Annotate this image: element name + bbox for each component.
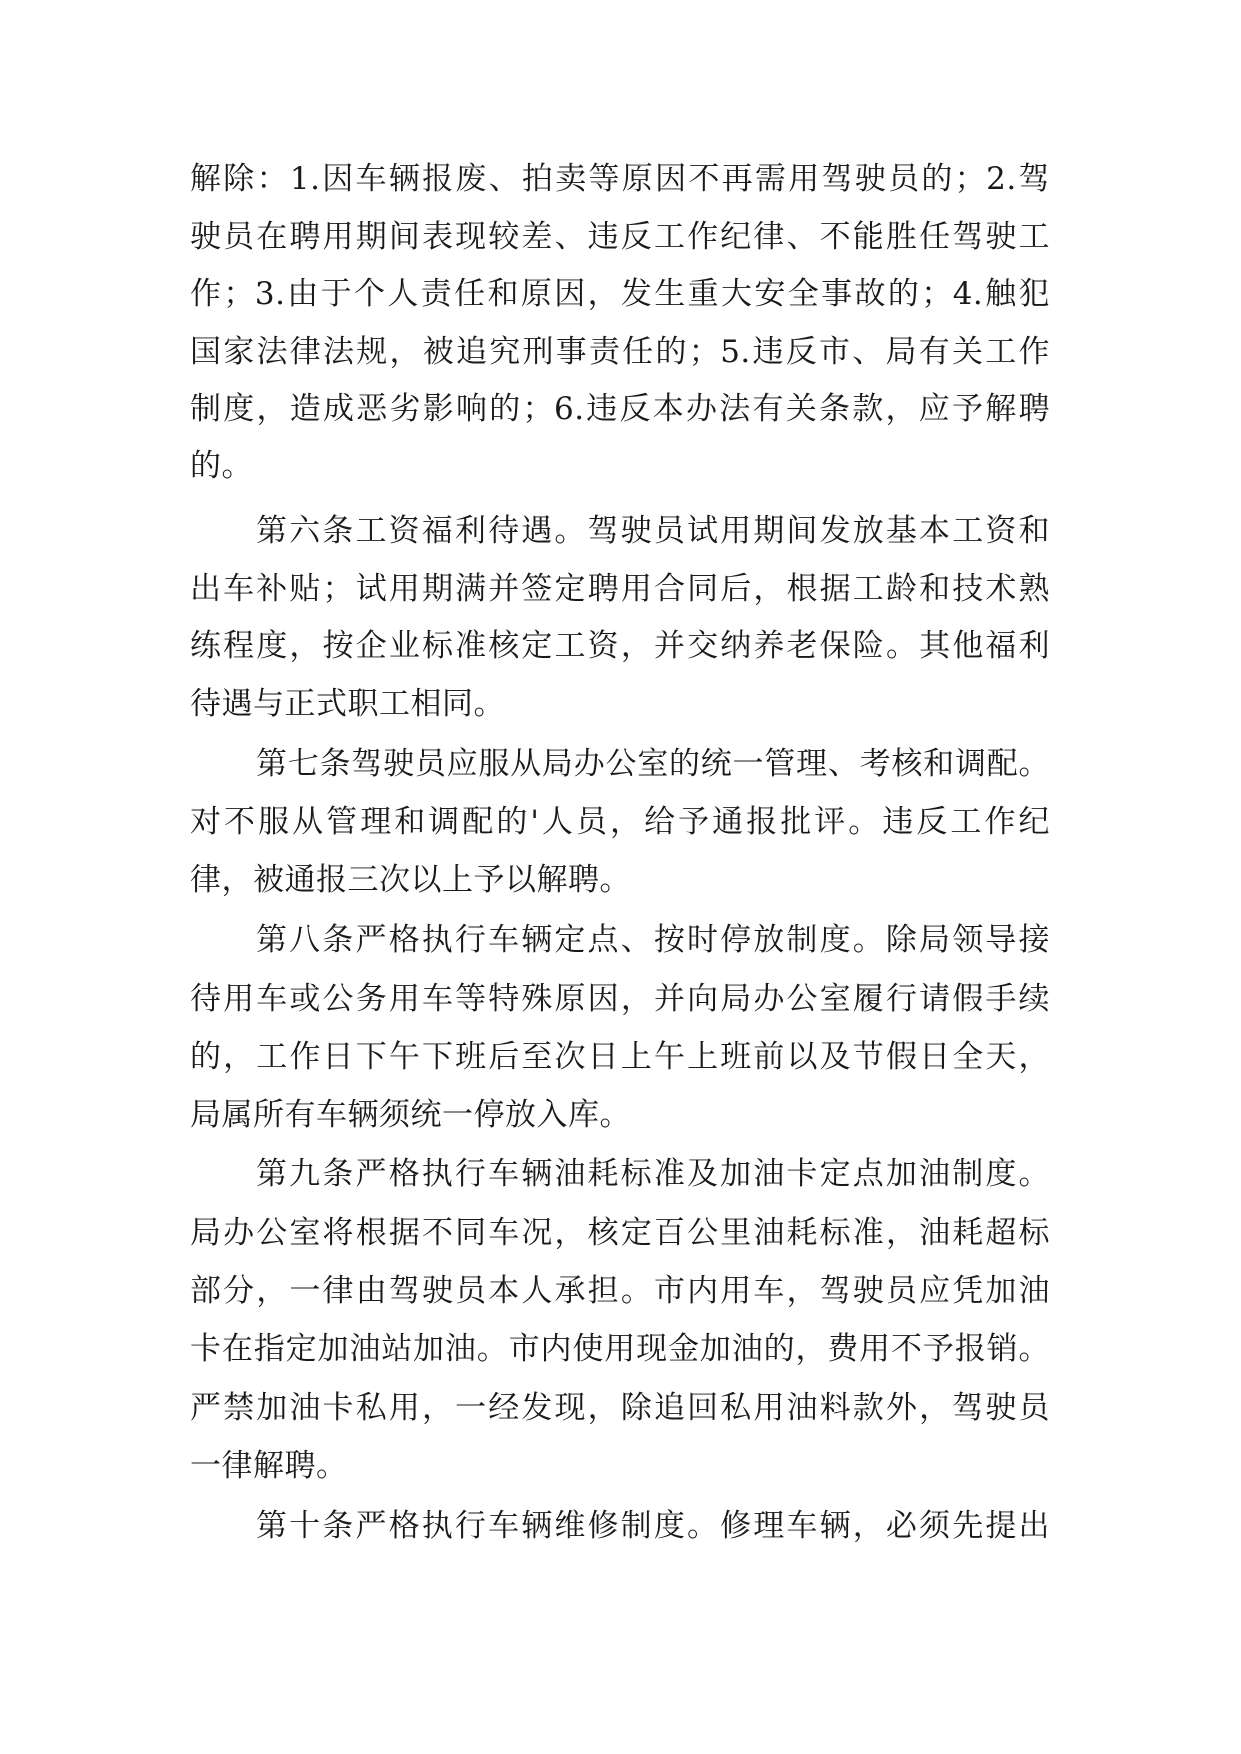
- body-text-line: 驶员在聘用期间表现较差、违反工作纪律、不能胜任驾驶工: [190, 219, 1050, 255]
- body-text-line: 出车补贴；试用期满并签定聘用合同后，根据工龄和技术熟: [190, 571, 1050, 607]
- body-text-line: 待用车或公务用车等特殊原因，并向局办公室履行请假手续: [190, 981, 1050, 1017]
- article-6-heading-line: 第六条工资福利待遇。驾驶员试用期间发放基本工资和: [256, 513, 1050, 549]
- body-text-line: 局属所有车辆须统一停放入库。: [190, 1097, 631, 1133]
- body-text-line: 解除：1.因车辆报废、拍卖等原因不再需用驾驶员的；2.驾: [190, 161, 1050, 197]
- body-text-line: 部分，一律由驾驶员本人承担。市内用车，驾驶员应凭加油: [190, 1273, 1050, 1309]
- body-text-line: 制度，造成恶劣影响的；6.违反本办法有关条款，应予解聘: [190, 391, 1050, 427]
- body-text-line: 国家法律法规，被追究刑事责任的；5.违反市、局有关工作: [190, 334, 1050, 370]
- body-text-line: 待遇与正式职工相同。: [190, 686, 505, 722]
- body-text-line: 作；3.由于个人责任和原因，发生重大安全事故的；4.触犯: [190, 276, 1050, 312]
- article-7-heading-line: 第七条驾驶员应服从局办公室的统一管理、考核和调配。: [256, 746, 1050, 782]
- article-10-heading-line: 第十条严格执行车辆维修制度。修理车辆，必须先提出: [256, 1508, 1050, 1544]
- body-text-line: 练程度，按企业标准核定工资，并交纳养老保险。其他福利: [190, 628, 1050, 664]
- body-text-line: 的。: [190, 448, 253, 484]
- body-text-line: 律，被通报三次以上予以解聘。: [190, 862, 631, 898]
- body-text-line: 的，工作日下午下班后至次日上午上班前以及节假日全天，: [190, 1039, 1050, 1075]
- body-text-line: 局办公室将根据不同车况，核定百公里油耗标准，油耗超标: [190, 1215, 1050, 1251]
- article-8-heading-line: 第八条严格执行车辆定点、按时停放制度。除局领导接: [256, 922, 1050, 958]
- body-text-line: 卡在指定加油站加油。市内使用现金加油的，费用不予报销。: [190, 1331, 1050, 1367]
- article-9-heading-line: 第九条严格执行车辆油耗标准及加油卡定点加油制度。: [256, 1156, 1050, 1192]
- body-text-line: 一律解聘。: [190, 1448, 348, 1484]
- body-text-line: 对不服从管理和调配的'人员，给予通报批评。违反工作纪: [190, 804, 1050, 840]
- body-text-line: 严禁加油卡私用，一经发现，除追回私用油料款外，驾驶员: [190, 1390, 1050, 1426]
